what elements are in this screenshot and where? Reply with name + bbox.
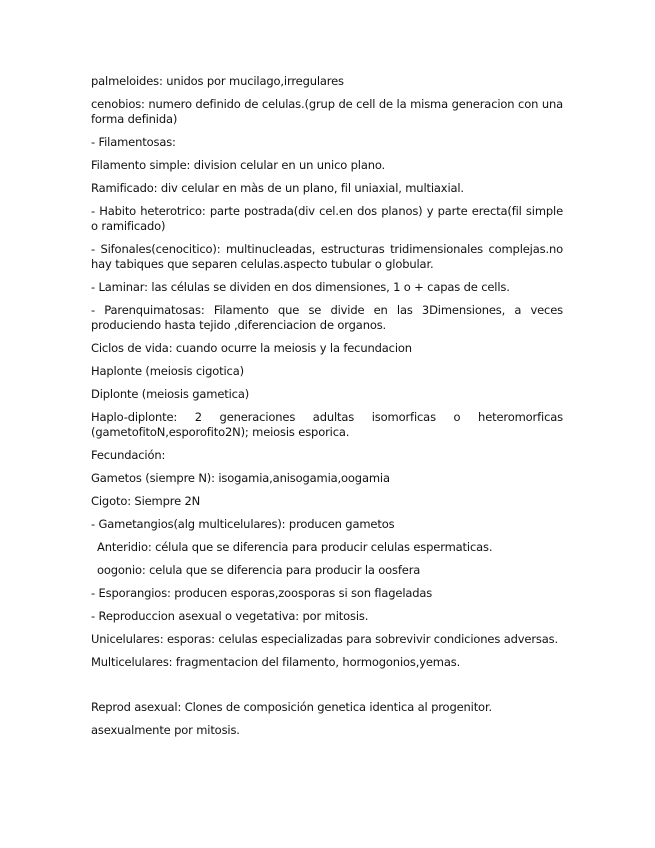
paragraph-reprod-asexual: Reprod asexual: Clones de composición genetica identica al progenitor. [91, 700, 492, 714]
paragraph-multicelulares: Multicelulares: fragmentacion del filamento, hormogonios,yemas. [91, 655, 461, 669]
paragraph-filamento-simple: Filamento simple: division celular en un unico plano. [91, 158, 386, 172]
paragraph-gametangios: - Gametangios(alg multicelulares): producen gametos [91, 517, 395, 531]
document-body [91, 74, 563, 746]
paragraph-parenquimatosas: - Parenquimatosas: Filamento que se divide en las 3Dimensiones, a veces produciendo hasta tejido ,diferenciacion de organos. [91, 303, 563, 332]
paragraph-asexualmente: asexualmente por mitosis. [91, 723, 240, 737]
paragraph-ciclos-de-vida: Ciclos de vida: cuando ocurre la meiosis y la fecundacion [91, 341, 412, 355]
paragraph-sifonales: - Sifonales(cenocitico): multinucleadas, estructuras tridimensionales complejas.no hay tabiques que separen celulas.aspecto tubular o globular. [91, 242, 563, 271]
blank-spacer [91, 678, 563, 700]
paragraph-palmeloides: palmeloides: unidos por mucilago,irregulares [91, 74, 344, 88]
paragraph-diplonte: Diplonte (meiosis gametica) [91, 387, 250, 401]
paragraph-filamentosas: - Filamentosas: [91, 135, 176, 149]
paragraph-ramificado: Ramificado: div celular en màs de un plano, fil uniaxial, multiaxial. [91, 181, 464, 195]
paragraph-reproduccion-asexual: - Reproduccion asexual o vegetativa: por mitosis. [91, 609, 369, 623]
paragraph-haplo-diplonte: Haplo-diplonte: 2 generaciones adultas isomorficas o heteromorficas (gametofitoN,esporofito2N); meiosis esporica. [91, 410, 563, 439]
paragraph-haplonte: Haplonte (meiosis cigotica) [91, 364, 244, 378]
paragraph-gametos: Gametos (siempre N): isogamia,anisogamia,oogamia [91, 471, 390, 485]
paragraph-unicelulares: Unicelulares: esporas: celulas especializadas para sobrevivir condiciones adversas. [91, 632, 558, 646]
paragraph-anteridio: Anteridio: célula que se diferencia para producir celulas espermaticas. [97, 540, 493, 554]
paragraph-cigoto: Cigoto: Siempre 2N [91, 494, 201, 508]
paragraph-fecundacion: Fecundación: [91, 448, 166, 462]
paragraph-esporangios: - Esporangios: producen esporas,zoosporas si son flageladas [91, 586, 433, 600]
paragraph-laminar: - Laminar: las células se dividen en dos dimensiones, 1 o + capas de cells. [91, 280, 510, 294]
paragraph-habito-heterotrico: - Habito heterotrico: parte postrada(div cel.en dos planos) y parte erecta(fil simple o ramificado) [91, 204, 563, 233]
paragraph-oogonio: oogonio: celula que se diferencia para producir la oosfera [97, 563, 421, 577]
paragraph-cenobios: cenobios: numero definido de celulas.(grup de cell de la misma generacion con una forma definida) [91, 97, 563, 126]
